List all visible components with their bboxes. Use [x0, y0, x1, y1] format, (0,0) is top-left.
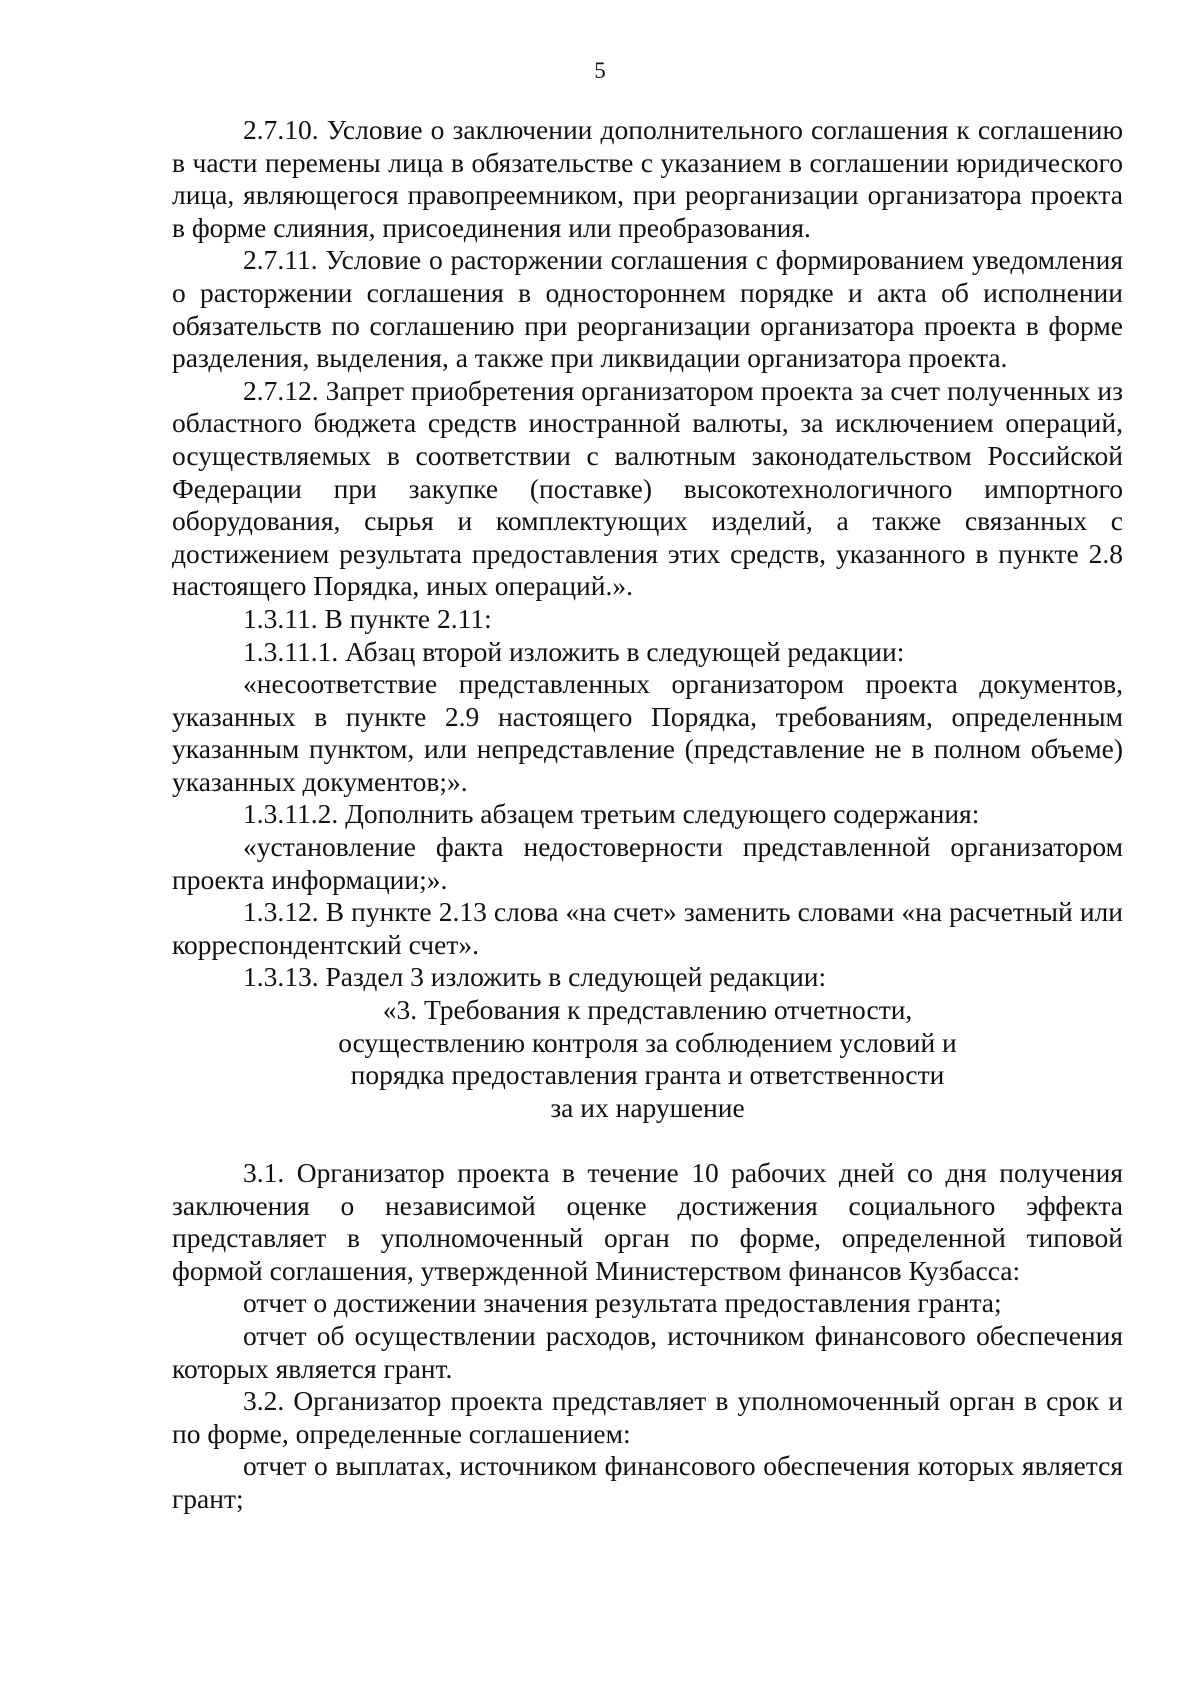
paragraph-report-expenses: отчет об осуществлении расходов, источником финансового обеспечения которых является грант. [172, 1319, 1123, 1384]
paragraph-quote-nonconformity: «несоответствие представленных организатором проекта документов, указанных в пункте 2.9 настоящего Порядка, требованиям, определенным указанным пунктом, или непредставление (представление не в полном объеме) указанных документов;». [172, 668, 1123, 797]
paragraph-1-3-12: 1.3.12. В пункте 2.13 слова «на счет» заменить словами «на расчетный или корреспондентский счет». [172, 896, 1123, 960]
section-heading-line: порядка предоставления гранта и ответственности [350, 1059, 945, 1091]
paragraph-1-3-11-2: 1.3.11.2. Дополнить абзацем третьим следующего содержания: [243, 798, 980, 830]
paragraph-2-7-10: 2.7.10. Условие о заключении дополнительного соглашения к соглашению в части перемены лица в обязательстве с указанием в соглашении юридического лица, являющегося правопреемником, при реорганизации организатора проекта в форме слияния, присоединения или преобразования. [172, 114, 1123, 243]
paragraph-1-3-11-1: 1.3.11.1. Абзац второй изложить в следующей редакции: [243, 635, 905, 667]
page-number: 5 [594, 58, 606, 83]
paragraph-1-3-11: 1.3.11. В пункте 2.11: [243, 602, 492, 634]
paragraph-3-1: 3.1. Организатор проекта в течение 10 рабочих дней со дня получения заключения о независимой оценке достижения социального эффекта представляет в уполномоченный орган по форме, определенной типовой формой соглашения, утвержденной Министерством финансов Кузбасса: [172, 1157, 1123, 1286]
paragraph-report-payments: отчет о выплатах, источником финансового обеспечения которых является грант; [172, 1450, 1123, 1514]
paragraph-1-3-13: 1.3.13. Раздел 3 изложить в следующей редакции: [243, 961, 827, 993]
paragraph-2-7-12: 2.7.12. Запрет приобретения организатором проекта за счет полученных из областного бюджета средств иностранной валюты, за исключением операций, осуществляемых в соответствии с валютным законодательством Российской Федерации при закупке (поставке) высокотехнологичного импортного оборудования, сырья и комплектующих изделий, а также связанных с достижением результата предоставления этих средств, указанного в пункте 2.8 настоящего Порядка, иных операций.». [172, 374, 1123, 602]
section-heading-line: осуществлению контроля за соблюдением условий и [338, 1026, 957, 1058]
section-3-heading [172, 994, 1123, 1124]
paragraph-2-7-11: 2.7.11. Условие о расторжении соглашения с формированием уведомления о расторжении соглашения в одностороннем порядке и акта об исполнении обязательств по соглашению при реорганизации организатора проекта в форме разделения, выделения, а также при ликвидации организатора проекта. [172, 244, 1123, 374]
section-heading-line: «3. Требования к представлению отчетности, [382, 994, 913, 1026]
paragraph-3-2: 3.2. Организатор проекта представляет в уполномоченный орган в срок и по форме, определенные соглашением: [172, 1385, 1123, 1449]
document-body [172, 114, 1123, 1516]
paragraph-quote-unreliability: «установление факта недостоверности представленной организатором проекта информации;». [172, 831, 1123, 895]
paragraph-report-result: отчет о достижении значения результата предоставления гранта; [243, 1287, 1002, 1319]
section-heading-line: за их нарушение [550, 1091, 745, 1123]
